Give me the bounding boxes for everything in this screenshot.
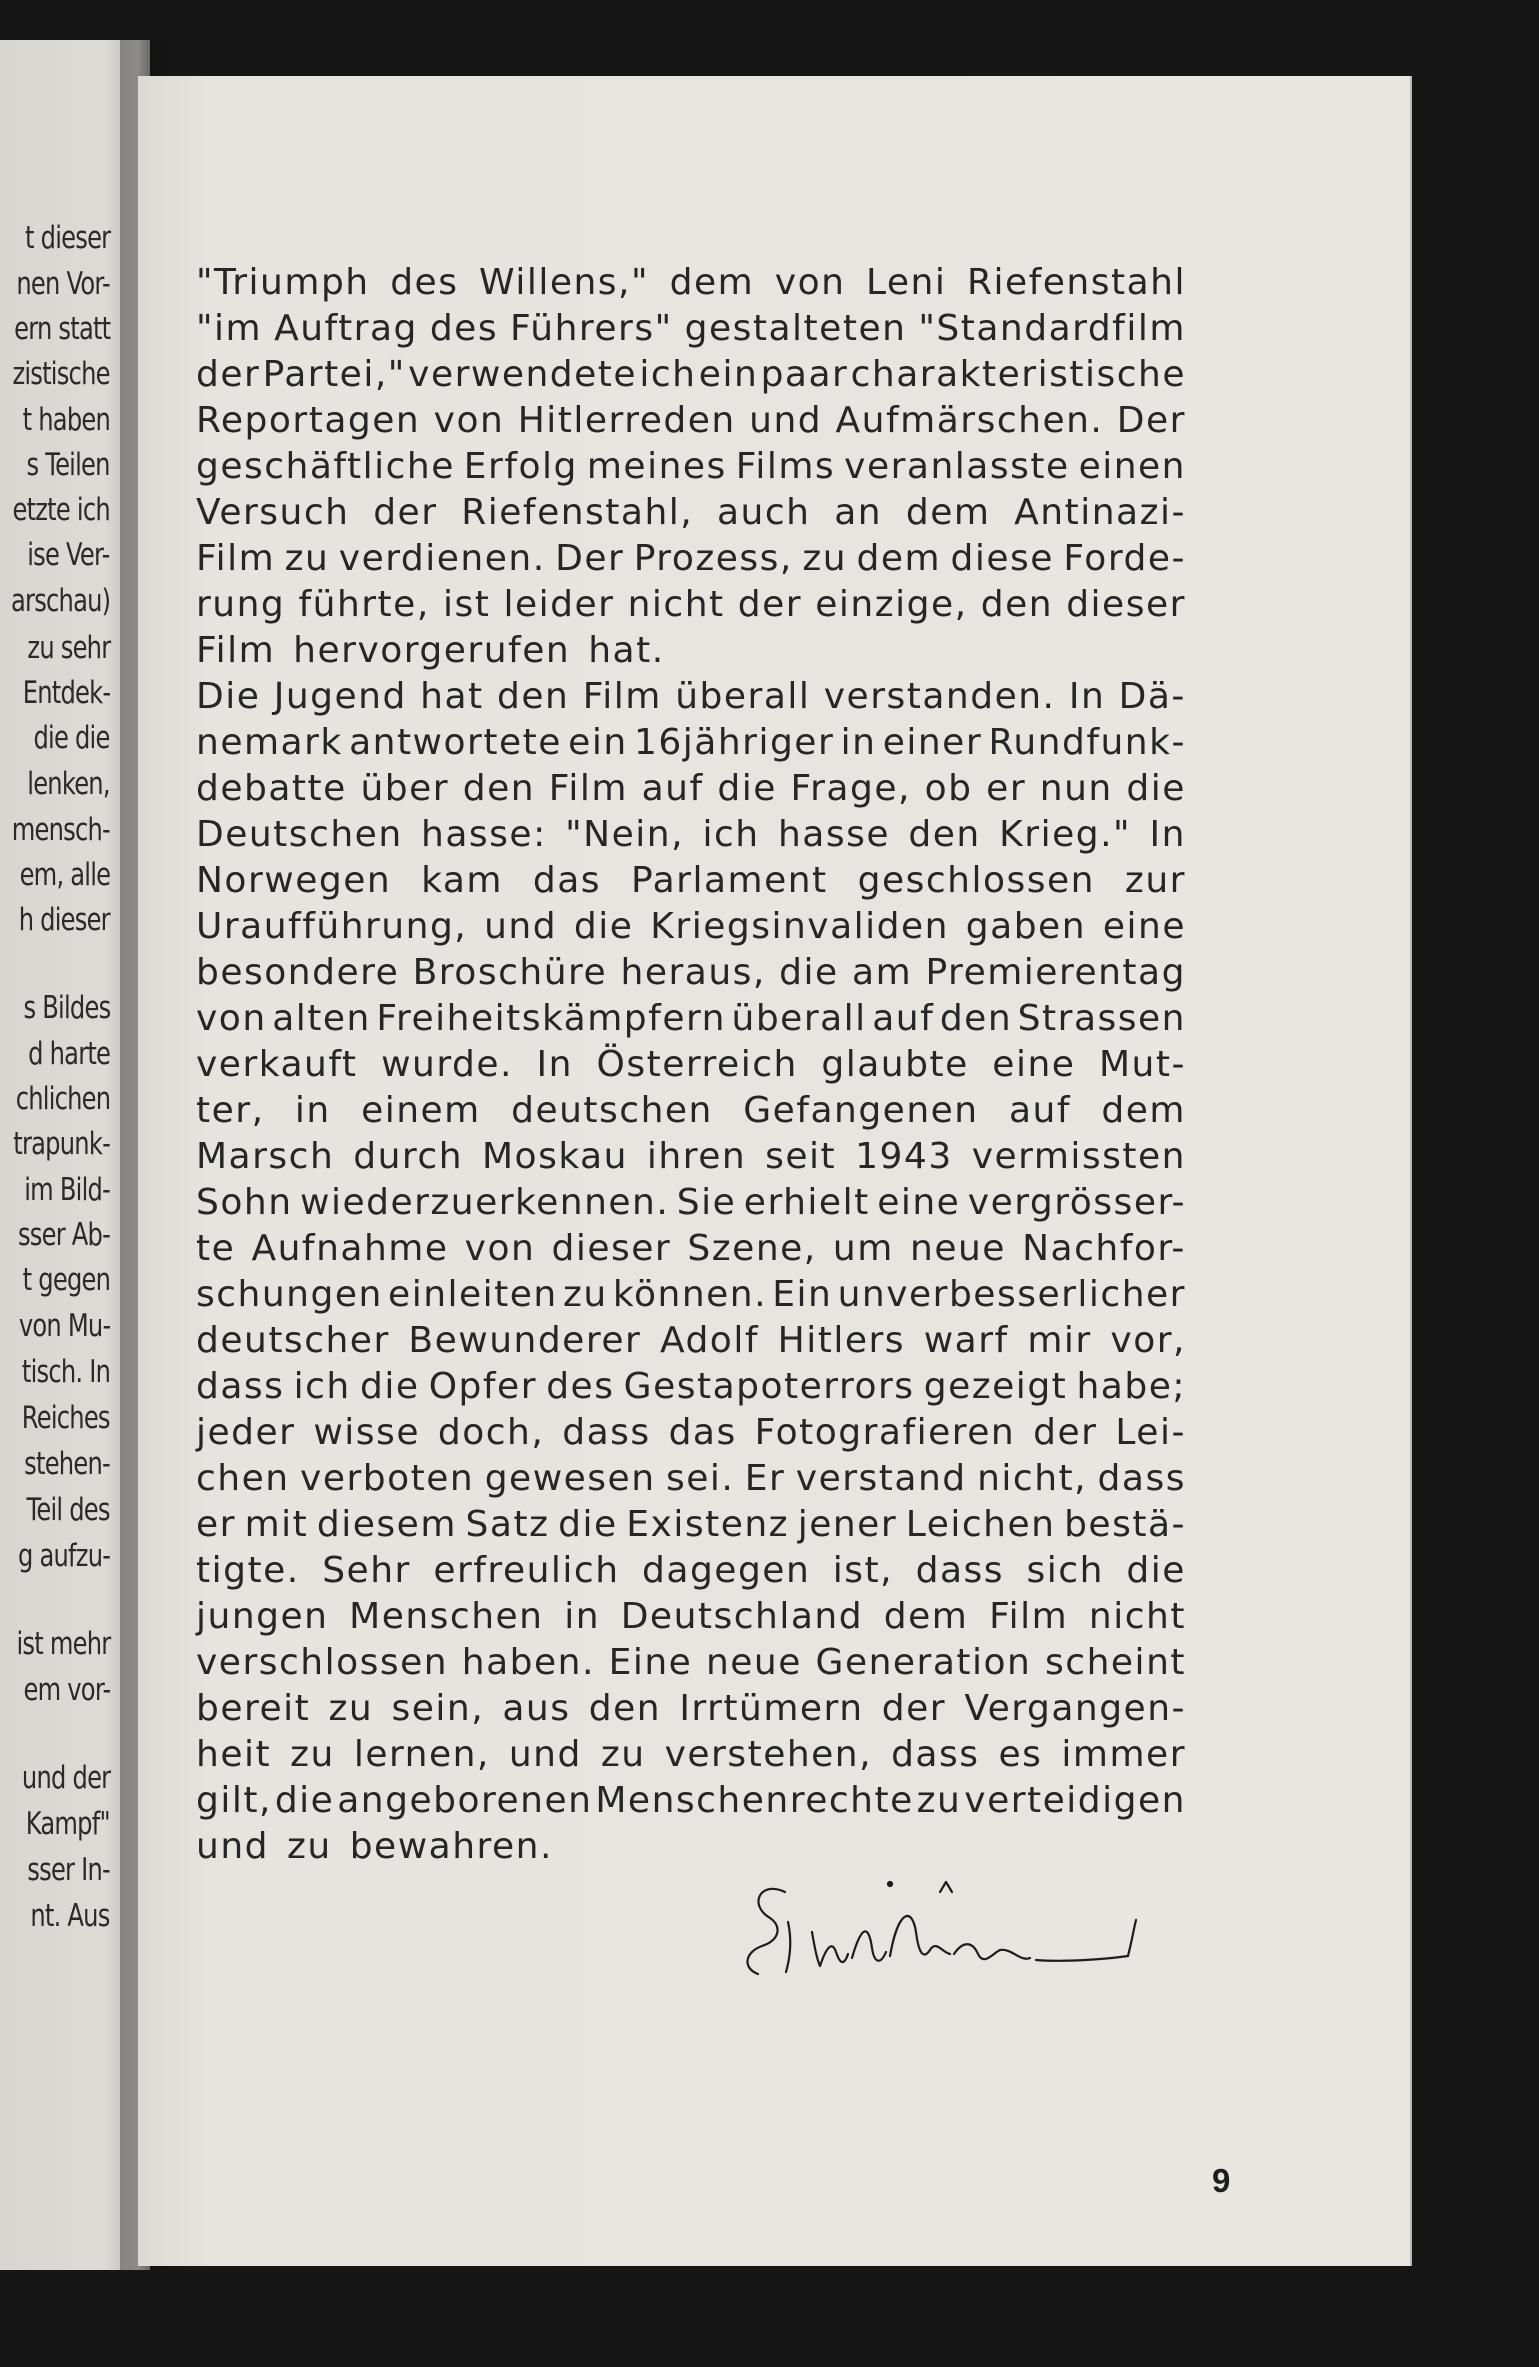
text-line: Uraufführung, und die Kriegsinvaliden gaben eine xyxy=(196,906,1186,947)
facing-page-fragment: chlichen xyxy=(15,1081,110,1117)
text-line: verschlossen haben. Eine neue Generation scheint xyxy=(196,1642,1186,1683)
facing-page-fragment: d harte xyxy=(27,1036,110,1072)
facing-page-fragment: nt. Aus xyxy=(30,1898,110,1934)
facing-page-fragment: Entdek- xyxy=(22,675,110,711)
facing-page-fragment: lenken, xyxy=(27,766,110,802)
text-line: Marsch durch Moskau ihren seit 1943 vermissten xyxy=(196,1136,1186,1177)
facing-page-fragment: tisch. In xyxy=(21,1354,110,1390)
text-line: Reportagen von Hitlerreden und Aufmärschen. Der xyxy=(196,400,1186,441)
text-line: "Triumph des Willens," dem von Leni Riefenstahl xyxy=(196,262,1186,303)
text-line: rung führte, ist leider nicht der einzige, den dieser xyxy=(196,584,1186,625)
facing-page-fragment: Teil des xyxy=(26,1492,110,1528)
text-line: jungen Menschen in Deutschland dem Film nicht xyxy=(196,1596,1186,1637)
text-line: er mit diesem Satz die Existenz jener Leichen bestä- xyxy=(196,1504,1186,1545)
body-text xyxy=(196,260,1186,1870)
text-line: jeder wisse doch, dass das Fotografieren der Lei- xyxy=(196,1412,1186,1453)
text-line: Norwegen kam das Parlament geschlossen zur xyxy=(196,860,1186,901)
facing-page-fragment: etzte ich xyxy=(12,492,110,528)
facing-page-fragment: trapunk- xyxy=(13,1126,110,1162)
facing-page-fragment: von Mu- xyxy=(18,1308,110,1344)
text-line: tigte. Sehr erfreulich dagegen ist, dass sich die xyxy=(196,1550,1186,1591)
handwritten-signature xyxy=(740,1870,1180,2020)
text-line: von alten Freiheitskämpfern überall auf den Strassen xyxy=(196,998,1186,1039)
facing-page-fragment: sser In- xyxy=(27,1852,110,1888)
facing-page-fragment: sser Ab- xyxy=(17,1217,110,1253)
facing-page-fragment: ern statt xyxy=(13,311,110,347)
facing-page-fragment: ise Ver- xyxy=(27,537,110,573)
text-line: te Aufnahme von dieser Szene, um neue Nachfor- xyxy=(196,1228,1186,1269)
text-line: bereit zu sein, aus den Irrtümern der Vergangen- xyxy=(196,1688,1186,1729)
facing-page-fragment: arschau) xyxy=(10,583,110,619)
facing-page-fragment: s Teilen xyxy=(26,447,110,483)
facing-page-fragment: Reiches xyxy=(22,1400,110,1436)
page-number: 9 xyxy=(1212,2162,1231,2199)
text-line: deutscher Bewunderer Adolf Hitlers warf mir vor, xyxy=(196,1320,1186,1361)
text-line: geschäftliche Erfolg meines Films veranlasste einen xyxy=(196,446,1186,487)
facing-page-fragment: zistische xyxy=(12,356,110,392)
facing-page-fragment: ist mehr xyxy=(16,1626,110,1662)
facing-page-fragment: em, alle xyxy=(19,857,110,893)
facing-page-fragment: t haben xyxy=(22,402,110,438)
text-line: Sohn wiederzuerkennen. Sie erhielt eine vergrösser- xyxy=(196,1182,1186,1223)
facing-page-fragment: mensch- xyxy=(11,812,110,848)
facing-page-fragment: stehen- xyxy=(24,1446,110,1482)
facing-page-fragment: h dieser xyxy=(18,902,110,938)
facing-page-fragment: und der xyxy=(21,1760,110,1796)
text-line: Film zu verdienen. Der Prozess, zu dem diese Forde- xyxy=(196,538,1186,579)
facing-page-fragment: im Bild- xyxy=(24,1172,110,1208)
text-line: gilt, die angeborenen Menschenrechte zu verteidigen xyxy=(196,1780,1186,1821)
facing-page-fragment: zu sehr xyxy=(27,630,110,666)
text-line: debatte über den Film auf die Frage, ob er nun die xyxy=(196,768,1186,809)
text-line: Die Jugend hat den Film überall verstanden. In Dä- xyxy=(196,676,1186,717)
facing-page-fragment: die die xyxy=(33,720,110,756)
text-line: der Partei," verwendete ich ein paar charakteristische xyxy=(196,354,1186,395)
text-line: besondere Broschüre heraus, die am Premierentag xyxy=(196,952,1186,993)
text-line: und zu bewahren. xyxy=(196,1826,553,1867)
text-line: nemark antwortete ein 16jähriger in einer Rundfunk- xyxy=(196,722,1186,763)
facing-page-fragment: em vor- xyxy=(23,1672,110,1708)
facing-page-fragment: nen Vor- xyxy=(16,266,110,302)
text-line: ter, in einem deutschen Gefangenen auf dem xyxy=(196,1090,1186,1131)
text-line: Film hervorgerufen hat. xyxy=(196,630,665,671)
text-line: heit zu lernen, und zu verstehen, dass es immer xyxy=(196,1734,1186,1775)
text-line: chen verboten gewesen sei. Er verstand nicht, dass xyxy=(196,1458,1186,1499)
facing-page-fragment: t gegen xyxy=(22,1262,110,1298)
facing-page-fragment: s Bildes xyxy=(23,990,110,1026)
text-line: Deutschen hasse: "Nein, ich hasse den Krieg." In xyxy=(196,814,1186,855)
text-line: verkauft wurde. In Österreich glaubte eine Mut- xyxy=(196,1044,1186,1085)
text-line: dass ich die Opfer des Gestapoterrors gezeigt habe; xyxy=(196,1366,1186,1407)
facing-page-fragment: Kampf" xyxy=(25,1806,110,1842)
facing-page-fragment: g aufzu- xyxy=(17,1538,110,1574)
facing-page-fragment: t dieser xyxy=(24,220,110,256)
text-line: "im Auftrag des Führers" gestalteten "Standardfilm xyxy=(196,308,1186,349)
text-line: Versuch der Riefenstahl, auch an dem Antinazi- xyxy=(196,492,1186,533)
text-line: schungen einleiten zu können. Ein unverbesserlicher xyxy=(196,1274,1186,1315)
